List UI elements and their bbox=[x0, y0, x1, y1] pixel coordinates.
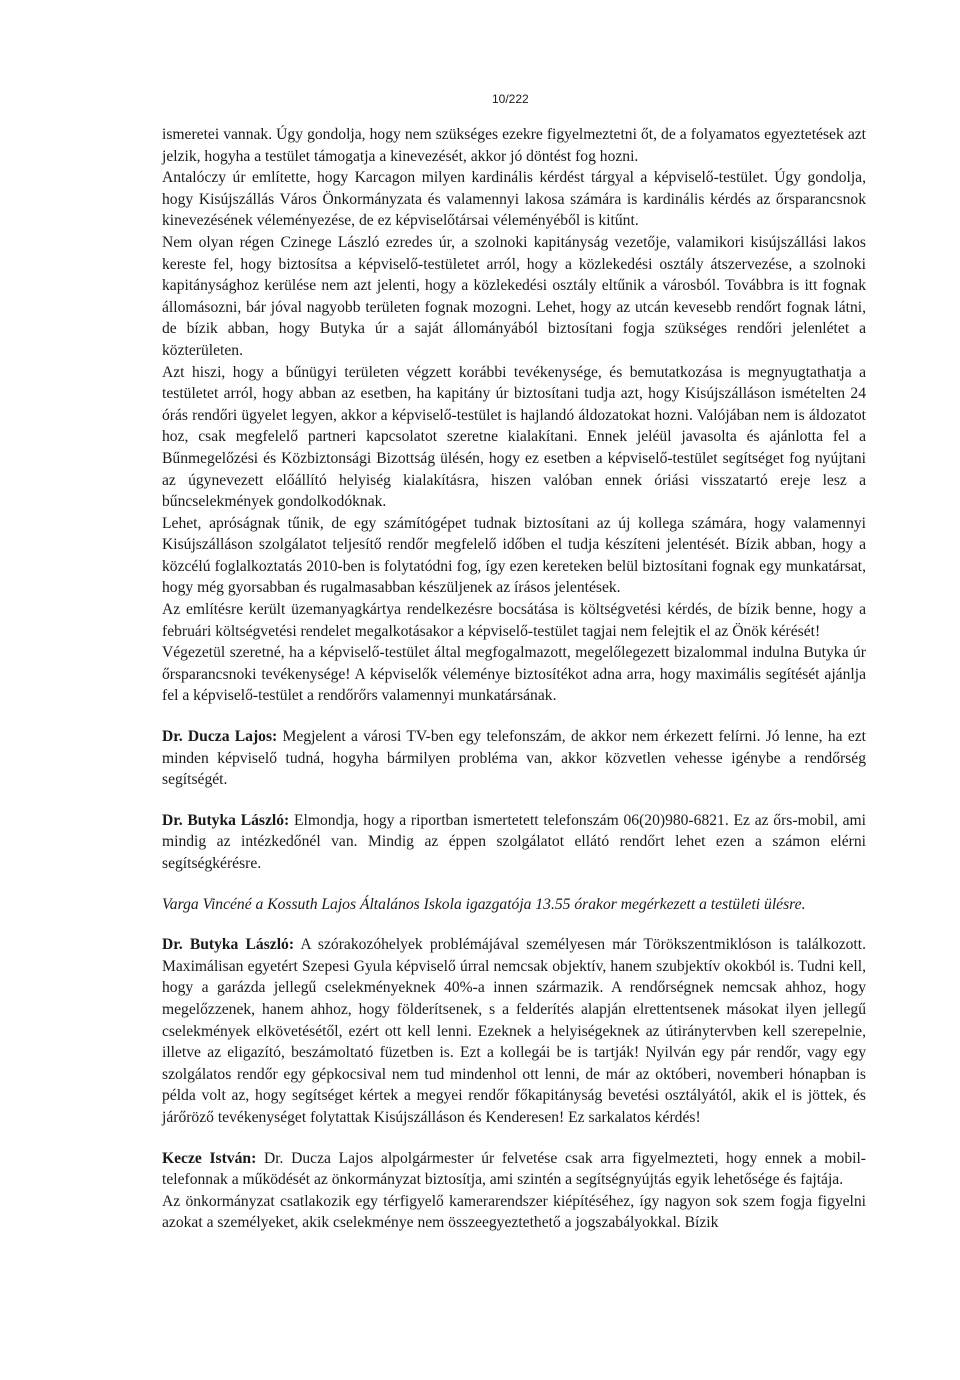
speaker-paragraph bbox=[162, 1148, 866, 1191]
speaker-paragraph bbox=[162, 726, 866, 791]
paragraph: Az említésre került üzemanyagkártya rendelkezésre bocsátása is költségvetési kérdés, de bízik benne, hogy a februári költségvetési rendelet megalkotásakor a képviselő-testület tagjai nem felejtik el az Önök kérését! bbox=[162, 601, 866, 640]
document-body bbox=[162, 124, 866, 1234]
paragraph: Lehet, apróságnak tűnik, de egy számítógépet tudnak biztosítani az új kollega számára, hogy valamennyi Kisújszálláson szolgálatot teljesítő rendőr megfelelő időben el tudja készíteni jelentését. Bízik abban, hogy a közcélú foglalkoztatás 2010-ben is folytatódni fog, így ezen kereteken belül biztosítani fognak egy munkatársat, hogy még gyorsabban és rugalmasabban készüljenek az írásos jelentések. bbox=[162, 514, 866, 597]
speaker-name: Dr. Butyka László: bbox=[162, 811, 290, 829]
speaker-paragraph bbox=[162, 810, 866, 875]
paragraph: Végezetül szeretné, ha a képviselő-testület által megfogalmazott, megelőlegezett bizalommal indulna Butyka úr őrsparancsnoki tevékenysége! A képviselők véleménye biztosítékot adna arra, hogy maximális segítését ajánlja fel a képviselő-testület a rendőrőrs valamennyi munkatársának. bbox=[162, 644, 866, 705]
paragraph: Antalóczy úr említette, hogy Karcagon milyen kardinális kérdést tárgyal a képviselő-testület. Úgy gondolja, hogy Kisújszállás Város Önkormányzata és valamennyi lakosa számára is kardinális kérdés az őrsparancsnok kinevezésének véleményezése, de ez képviselőtársai véleményéből is kitűnt. bbox=[162, 169, 866, 230]
speaker-name: Dr. Ducza Lajos: bbox=[162, 728, 278, 746]
paragraph: Nem olyan régen Czinege László ezredes úr, a szolnoki kapitányság vezetője, valamikori kisújszállási lakos kereste fel, hogy biztosítsa a képviselő-testületet arról, hogy a közlekedési osztály átszervezése, a szolnoki kapitánysághoz kerülése nem azt jelenti, hogy a közlekedési osztály eltűnik a városból. Továbbra is itt fognak állomásozni, bár jóval nagyobb területen fognak mozogni. Lehet, hogy az utcán kevesebb rendőrt fognak látni, de bízik abban, hogy Butyka úr a saját állományából biztosítani fogja szükséges rendőri jelenlétet a közterületen. bbox=[162, 233, 866, 359]
speaker-text: Elmondja, hogy a riportban ismertetett telefonszám 06(20)980-6821. Ez az őrs-mobil, ami mindig az intézkedőnél van. Mindig az éppen szolgálatot ellátó rendőrt lehet ezen a számon elérni segítségkérésre. bbox=[162, 811, 866, 872]
page-number: 10/222 bbox=[492, 92, 529, 106]
speaker-text: Dr. Ducza Lajos alpolgármester úr felvetése csak arra figyelmezteti, hogy ennek a mobil-telefonnak a működését az önkormányzat biztosítja, ami szintén a segítségnyújtás egyik lehetősége és fajtája. bbox=[162, 1149, 866, 1189]
speaker-name: Kecze István: bbox=[162, 1149, 257, 1167]
paragraph: Azt hiszi, hogy a bűnügyi területen végzett korábbi tevékenysége, és bemutatkozása is megnyugtathatja a testületet arról, hogy abban az esetben, ha kapitány úr biztosítani tudja azt, hogy Kisújszálláson ismételten 24 órás rendőri ügyelet legyen, akkor a képviselő-testület is hajlandó áldozatokat hozni. Valójában nem is áldozatot hoz, csak megfelelő partneri kapcsolatot szeretne kialakítani. Ennek jeléül javasolta és ajánlotta fel a Bűnmegelőzési és Közbiztonsági Bizottság ülésén, hogy ez esetben a képviselő-testület segítséget fog nyújtani az úgynevezett előállító helyiség kialakításra, hiszen valóban ennek óriási visszatartó ereje lesz a bűncselekmények gondolkodóknak. bbox=[162, 363, 866, 511]
speaker-paragraph bbox=[162, 934, 866, 1128]
speaker-text: Megjelent a városi TV-ben egy telefonszám, de akkor nem érkezett felírni. Jó lenne, ha ezt minden képviselő tudná, hogyha bármilyen probléma van, akkor közvetlen vehesse igénybe a rendőrség segítségét. bbox=[162, 728, 866, 789]
speaker-name: Dr. Butyka László: bbox=[162, 936, 295, 954]
speaker-text: A szórakozóhelyek problémájával személyesen már Törökszentmiklóson is találkozott. Maximálisan egyetért Szepesi Gyula képviselő úrral nemcsak objektív, hanem szubjektív okokból is. Tudni kell, hogy a garázda jellegű cselekményeknek 40%-a innen származik. A rendőrségnek nemcsak ahhoz, hogy megelőzzenek, hanem ahhoz, hogy földerítsenek, s a felderítés alapján elrettentsenek másokat ilyen jellegű cselekmények elkövetésétől, ezért ott kell lenni. Ezeknek a helyiségeknek az útiránytervben kell szerepelnie, illetve az eligazító, beszámoltató füzetben is. Ezt a kollegái be is tartják! Nyilván egy pár rendőr, vagy egy szolgálatos rendőr egy gépkocsival nem tud mindenhol ott lenni, de már az októberi, novemberi hónapban is példa volt az, hogy segítséget kértek a megyei rendőr főkapitányság bevetési osztályától, akik el is jöttek, és járőröző tevékenységet folytattak Kisújszálláson és Kenderesen! Ez sarkalatos kérdés! bbox=[162, 936, 866, 1126]
paragraph: ismeretei vannak. Úgy gondolja, hogy nem szükséges ezekre figyelmeztetni őt, de a folyamatos egyeztetések azt jelzik, hogyha a testület támogatja a kinevezését, akkor jó döntést fog hozni. bbox=[162, 126, 866, 165]
paragraph: Az önkormányzat csatlakozik egy térfigyelő kamerarendszer kiépítéséhez, így nagyon sok szem fogja figyelni azokat a személyeket, akik cselekménye nem összeegyeztethető a jogszabályokkal. Bízik bbox=[162, 1192, 866, 1232]
italic-note: Varga Vincéné a Kossuth Lajos Általános Iskola igazgatója 13.55 órakor megérkezett a testületi ülésre. bbox=[162, 895, 806, 913]
